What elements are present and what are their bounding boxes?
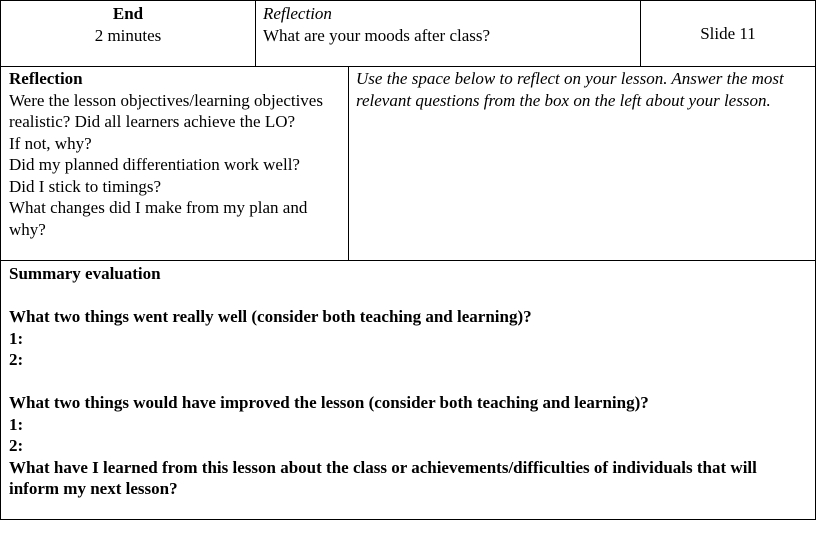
reflection-question: What changes did I make from my plan and why? [9,198,308,239]
reflection-question: Did my planned differentiation work well? [9,155,300,174]
slide-cell [640,0,816,67]
reflection-instruction: Use the space below to reflect on your lesson. Answer the most relevant questions from the box on the left about your lesson. [356,69,784,110]
stage-title: End [112,4,144,23]
went-well-item: 1: [9,328,24,348]
summary-heading: Summary evaluation [9,264,161,283]
stage-duration: 2 minutes [94,25,162,45]
reflection-questions-cell [0,66,349,261]
reflection-space-cell[interactable] [348,66,816,261]
reflection-heading: Reflection [9,69,83,88]
activity-question: What are your moods after class? [263,25,491,45]
improve-item: 1: [9,414,24,434]
activity-title: Reflection [263,4,332,23]
reflection-question: If not, why? [9,133,92,153]
reflection-question: Were the lesson objectives/learning objectives realistic? Did all learners achieve the LO? [9,90,323,131]
improve-item: 2: [9,436,24,455]
reflection-question: Did I stick to timings? [9,176,162,196]
summary-evaluation-cell[interactable] [0,260,816,520]
went-well-item: 2: [9,350,24,369]
went-well-question: What two things went really well (consider both teaching and learning)? [9,307,532,326]
activity-cell [255,0,641,67]
slide-label: Slide 11 [700,23,756,43]
stage-cell [0,0,256,67]
learned-question: What have I learned from this lesson about the class or achievements/difficulties of individuals that will inform my next lesson? [9,457,757,498]
improve-question: What two things would have improved the lesson (consider both teaching and learning)? [9,393,649,412]
